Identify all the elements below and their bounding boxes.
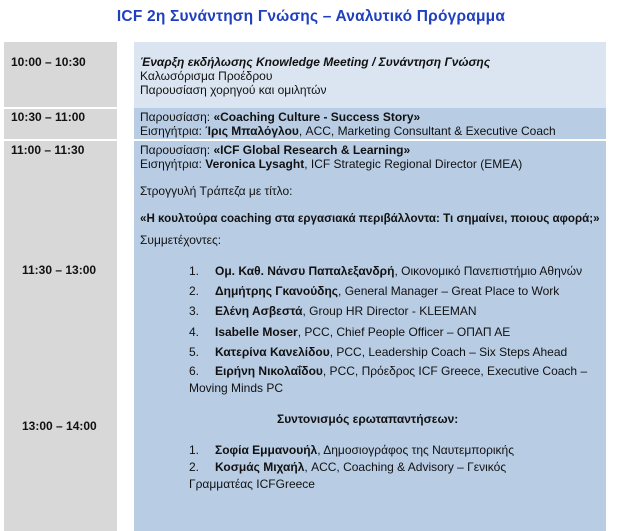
- participant-name: Δημήτρης Γκανούδης: [215, 284, 339, 298]
- opening-welcome: Καλωσόρισμα Προέδρου: [140, 69, 273, 83]
- speaker-role: , ACC, Marketing Consultant & Executive Coach: [298, 124, 556, 138]
- talk2-speaker: [140, 157, 522, 171]
- row-divider: [4, 107, 117, 109]
- roundtable-topic: «Η κουλτούρα coaching στα εργασιακά περιβάλλοντα: Τι σημαίνει, ποιους αφορά;»: [140, 212, 600, 225]
- talk1-speaker: [140, 124, 556, 138]
- participants-label: Συμμετέχοντες:: [140, 233, 222, 247]
- participant-name: Ομ. Καθ. Νάνσυ Παπαλεξανδρή: [215, 264, 395, 278]
- presentation-prefix: Παρουσίαση:: [140, 110, 214, 124]
- list-item-number: 6.: [189, 364, 200, 378]
- page-title: ICF 2η Συνάντηση Γνώσης – Αναλυτικό Πρόγραμμα: [116, 8, 506, 25]
- time-slot-2: 10:30 – 11:00: [11, 110, 86, 124]
- opening-sponsors: Παρουσίαση χορηγού και ομιλητών: [140, 83, 327, 97]
- list-item-number: 1.: [189, 264, 200, 278]
- time-slot-3: 11:00 – 11:30: [11, 143, 85, 157]
- list-item: [215, 325, 510, 339]
- row-divider: [4, 139, 117, 141]
- list-item-number: 5.: [189, 345, 200, 359]
- list-item-number: 2.: [189, 460, 200, 474]
- presentation-title: «ICF Global Research & Learning»: [213, 143, 411, 157]
- participant-role: , Group HR Director - KLEEMAN: [302, 304, 477, 318]
- talk2-presentation: [140, 143, 410, 157]
- participant-name: Ελένη Ασβεστά: [215, 304, 303, 318]
- row-divider: [134, 139, 606, 141]
- list-item-number: 4.: [189, 325, 200, 339]
- opening-title: Έναρξη εκδήλωσης Knowledge Meeting / Συνάντηση Γνώσης: [140, 55, 491, 69]
- list-item-number: 1.: [189, 443, 200, 457]
- moderator-role: , Δημοσιογράφος της Ναυτεμπορικής: [317, 443, 515, 457]
- participant-role: , PCC, Πρόεδρος ICF Greece, Executive Coach –: [322, 364, 588, 378]
- list-item-number: 2.: [189, 284, 200, 298]
- list-item: [215, 364, 587, 378]
- speaker-name: Ίρις Μπαλόγλου: [205, 124, 299, 138]
- time-slot-1: 10:00 – 10:30: [11, 55, 86, 69]
- speaker-prefix: Εισηγήτρια:: [140, 157, 206, 171]
- speaker-prefix: Εισηγήτρια:: [140, 124, 206, 138]
- participant-name: Isabelle Moser: [215, 325, 298, 339]
- participant-name: Ειρήνη Νικολαΐδου: [215, 364, 323, 378]
- time-slot-4: 11:30 – 13:00: [22, 263, 97, 277]
- participant-role: , PCC, Leadership Coach – Six Steps Ahead: [329, 345, 568, 359]
- list-item-continuation: Moving Minds PC: [189, 381, 284, 395]
- speaker-role: , ICF Strategic Regional Director (EMEA): [304, 157, 523, 171]
- moderator-role: , ACC, Coaching & Advisory – Γενικός: [304, 460, 507, 474]
- time-slot-5: 13:00 – 14:00: [22, 419, 97, 433]
- list-item: [215, 284, 559, 298]
- presentation-prefix: Παρουσίαση:: [140, 143, 214, 157]
- presentation-title: «Coaching Culture - Success Story»: [213, 110, 421, 124]
- moderator-name: Σοφία Εμμανουήλ: [215, 443, 318, 457]
- list-item: [215, 460, 506, 474]
- qa-title: Συντονισμός ερωταπαντήσεων:: [277, 412, 459, 426]
- participant-role: , General Manager – Great Place to Work: [338, 284, 560, 298]
- roundtable-intro: Στρογγυλή Τράπεζα με τίτλο:: [140, 184, 293, 198]
- list-item: [215, 345, 567, 359]
- participant-name: Κατερίνα Κανελίδου: [215, 345, 330, 359]
- list-item: [215, 443, 514, 457]
- list-item-continuation: Γραμματέας ICFGreece: [189, 477, 315, 491]
- participant-role: , PCC, Chief People Officer – ΟΠΑΠ ΑΕ: [297, 325, 511, 339]
- participant-role: , Οικονομικό Πανεπιστήμιο Αθηνών: [394, 264, 583, 278]
- column-gutter: [117, 42, 134, 531]
- list-item: [215, 264, 582, 278]
- speaker-name: Veronica Lysaght: [205, 157, 305, 171]
- list-item-number: 3.: [189, 304, 200, 318]
- list-item: [215, 304, 477, 318]
- moderator-name: Κοσμάς Μιχαήλ: [215, 460, 305, 474]
- talk1-presentation: [140, 110, 420, 124]
